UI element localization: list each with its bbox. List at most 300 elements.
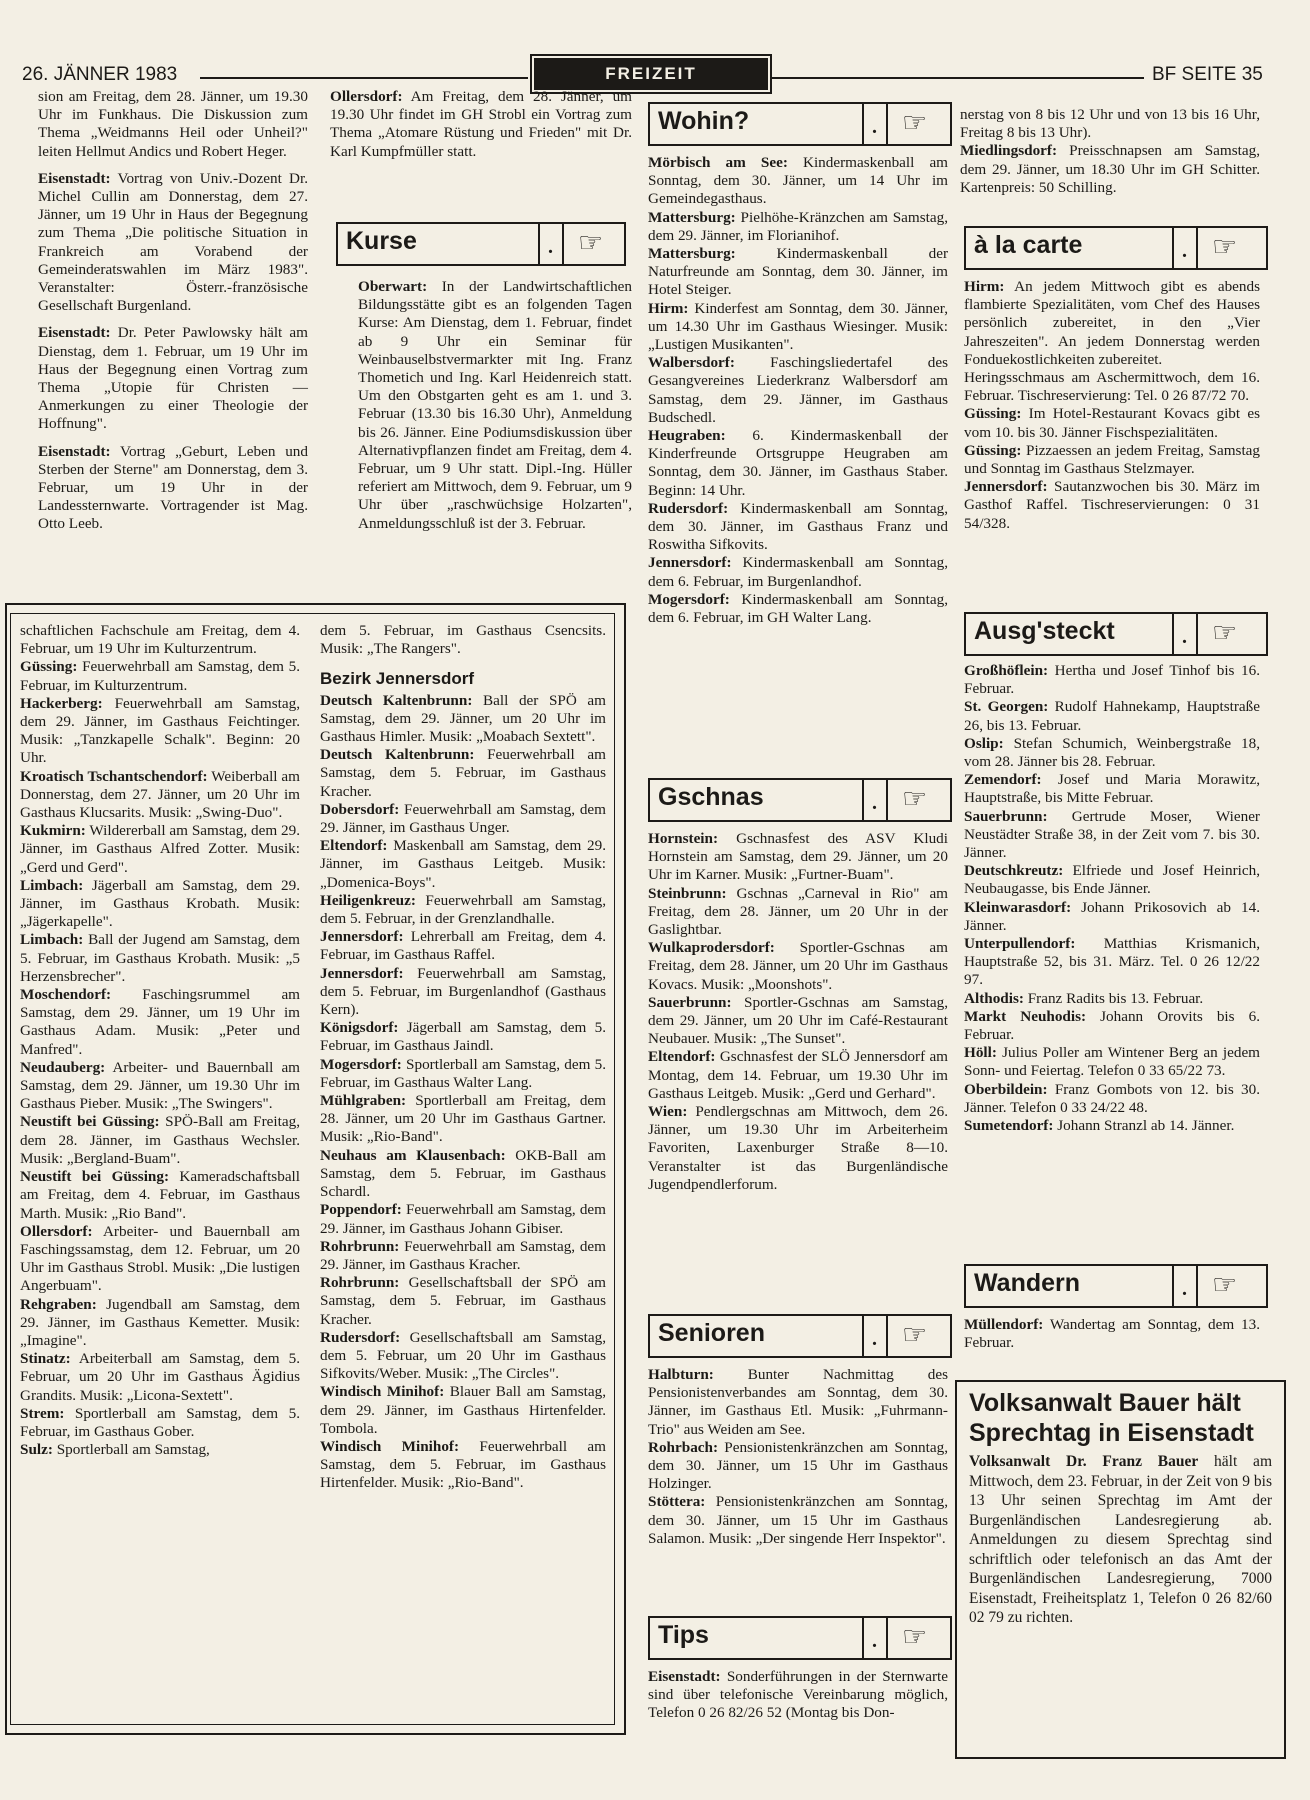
- entry-text: Feuerwehrball am Samstag, dem 29. Jänner, im Gasthaus Unger.: [320, 800, 606, 837]
- pointing-hand-icon: ☞: [1212, 230, 1238, 263]
- event-entry: [320, 1238, 606, 1274]
- entry-text: Maskenball am Samstag, dem 29. Jänner, im Gasthaus Leitgeb. Musik: „Domenica-Boys".: [320, 837, 606, 891]
- entry-text: Heringsschmaus am Aschermittwoch, dem 16. Februar. Tischreservierung: Tel. 0 26 87/72 70.: [964, 369, 1260, 405]
- event-entry: [648, 885, 948, 940]
- entry-text: Franz Radits bis 13. Februar.: [1023, 989, 1204, 1007]
- entry-text: Faschingsliedertafel des Gesangvereines Liederkranz Walbersdorf am Samstag, dem 29. Jänner, im Gasthaus Budschedl.: [648, 354, 948, 426]
- event-entry: [320, 1438, 606, 1493]
- entry-text: In der Landwirtschaftlichen Bildungsstätte gibt es an folgenden Tagen Kurse: Am Dienstag, dem 1. Februar, findet ab 9 Uhr ein Seminar für Weinbauselbstvermarkter mit Ing. Franz Thometich und Ing. Karl Heidenreich statt. Um den Obstgarten geht es am 1. und 3. Februar (13.30 bis 16.30 Uhr), Anmeldung bis 26. Jänner. Eine Podiumsdiskussion über Alternativpflanzen findet am Freitag, dem 4. Februar, um 9 Uhr statt. Dipl.-Ing. Hüller referiert am Mittwoch, dem 9. Februar, um 9 Uhr über „raschwüchsige Holzarten", Anmeldungsschluß ist der 3. Februar.: [358, 278, 632, 532]
- event-entry: [964, 369, 1260, 405]
- entry-place: Poppendorf:: [320, 1201, 402, 1219]
- entry-text: nerstag von 8 bis 12 Uhr und von 13 bis 16 Uhr, Freitag 8 bis 13 Uhr).: [960, 106, 1260, 142]
- entry-text: Kindermaskenball der Naturfreunde am Sonntag, dem 30. Jänner, im Hotel Steiger.: [648, 245, 948, 299]
- entry-text: Feuerwehrball am Samstag, dem 5. Februar, in der Grenzlandhalle.: [320, 891, 606, 928]
- event-entry: [320, 1019, 606, 1055]
- entry-text: Preisschnapsen am Samstag, dem 29. Jänner, um 18.30 Uhr im GH Schitter. Kartenpreis: 50 Schilling.: [960, 142, 1260, 196]
- divider: [1172, 1266, 1174, 1306]
- divider: [1196, 1266, 1198, 1306]
- column-2-top: [330, 88, 632, 161]
- entry-text: Sportler-Gschnas am Samstag, dem 29. Jänner, um 20 Uhr im Café-Restaurant Neubauer. Musik: „The Sunset".: [648, 993, 948, 1048]
- entry-place: Güssing:: [964, 441, 1022, 459]
- entry-text: Kindermaskenball am Sonntag, dem 30. Jänner, im Gasthaus Franz und Roswitha Sifkovits.: [648, 499, 948, 554]
- entry-place: Miedlingsdorf:: [960, 142, 1058, 160]
- frame-intro: dem 5. Februar, im Gasthaus Csencsits. Musik: „The Rangers".: [320, 622, 606, 658]
- entry-text: Matthias Krismanich, Hauptstraße 52, bis 31. März. Tel. 0 26 12/22 97.: [964, 935, 1260, 989]
- event-entry: [320, 837, 606, 892]
- entry-text: Pizzaessen an jedem Freitag, Samstag und Sonntag im Gasthaus Stelzmayer.: [964, 441, 1260, 478]
- divider: [862, 1316, 864, 1356]
- column-1-top: [38, 88, 308, 534]
- entry-place: Kleinwarasdorf:: [964, 898, 1072, 916]
- entry-text: Josef und Maria Morawitz, Hauptstraße, bis Mitte Februar.: [964, 771, 1260, 807]
- entry-text: Am Freitag, dem 28. Jänner, um 19.30 Uhr findet im GH Strobl ein Vortrag zum Thema „Atomare Rüstung und Frieden" mit Dr. Karl Kumpfmüller statt.: [330, 88, 632, 160]
- event-entry: [964, 478, 1260, 533]
- entry-place: Jennersdorf:: [320, 964, 404, 982]
- event-entry: [20, 1441, 300, 1459]
- event-entry: [20, 1223, 300, 1296]
- entry-place: Oslip:: [964, 734, 1004, 752]
- entry-place: Mogersdorf:: [320, 1055, 402, 1073]
- wohin-section-header: [648, 102, 952, 146]
- event-entry: [648, 354, 948, 427]
- pointing-hand-icon: ☞: [1212, 1268, 1238, 1301]
- entry-text: Pensionistenkränzchen am Sonntag, dem 30. Jänner, um 15 Uhr im Gasthaus Salamon. Musik: „Der singende Herr Inspektor".: [648, 1493, 948, 1547]
- issue-date: 26. JÄNNER 1983: [22, 64, 178, 85]
- event-entry: [20, 1350, 300, 1405]
- event-entry: [964, 1117, 1260, 1135]
- dot: .: [872, 116, 877, 138]
- entry-text: Franz Gombots von 12. bis 30. Jänner. Telefon 0 33 24/22 48.: [964, 1080, 1260, 1116]
- event-entry: [964, 278, 1260, 369]
- divider: [1172, 614, 1174, 654]
- event-entry: [960, 106, 1260, 142]
- entry-text: Kindermaskenball am Sonntag, dem 6. Februar, im GH Walter Lang.: [648, 590, 948, 627]
- entry-text: Johann Stranzl ab 14. Jänner.: [1053, 1117, 1235, 1135]
- event-entry: [648, 154, 948, 209]
- entry-text: Elfriede und Josef Heinrich, Neubaugasse, bis Ende Jänner.: [964, 862, 1260, 898]
- event-entry: [964, 771, 1260, 807]
- event-entry: [320, 1147, 606, 1202]
- frame-column-2: [320, 622, 606, 1493]
- event-entry: [38, 324, 308, 433]
- entry-text: An jedem Mittwoch gibt es abends flambierte Spezialitäten, vom Chef des Hauses persönlich zubereitet, in den „Vier Jahreszeiten". An jedem Donnerstag werden Fonduekostlichkeiten zubereitet.: [964, 278, 1260, 368]
- entry-text: Pendlergschnas am Mittwoch, dem 26. Jänner, um 19.30 Uhr im Arbeiterheim Favoriten, Laxenburger Straße 8—10. Veranstalter ist das Burgenländische Jugendpendlerforum.: [648, 1103, 948, 1193]
- entry-place: Deutsch Kaltenbrunn:: [320, 746, 475, 764]
- column-3-wohin: [648, 154, 948, 627]
- event-entry: [648, 1103, 948, 1194]
- dot: .: [872, 1630, 877, 1652]
- entry-place: Windisch Minihof:: [320, 1437, 460, 1455]
- entry-place: Kukmirn:: [20, 822, 86, 840]
- entry-text: Jägerball am Samstag, dem 29. Jänner, im Gasthaus Krobath. Musik: „Jägerkapelle".: [20, 876, 300, 931]
- entry-place: Rohrbrunn:: [320, 1237, 400, 1255]
- event-entry: [20, 1168, 300, 1223]
- pointing-hand-icon: ☞: [1212, 616, 1238, 649]
- section-title: Tips: [658, 1621, 709, 1649]
- dot: .: [1182, 240, 1187, 262]
- entry-text: Pielhöhe-Kränzchen am Samstag, dem 29. Jänner, im Florianihof.: [648, 208, 948, 244]
- entry-place: Jennersdorf:: [964, 478, 1048, 496]
- gschnas-section-header: [648, 778, 952, 822]
- entry-text: Jägerball am Samstag, dem 5. Februar, im Gasthaus Jaindl.: [320, 1019, 606, 1055]
- entry-place: Rudersdorf:: [648, 499, 729, 517]
- entry-text: Feuerwehrball am Samstag, dem 5. Februar, im Kulturzentrum.: [20, 658, 300, 694]
- entry-place: Sumetendorf:: [964, 1117, 1054, 1135]
- event-entry: [648, 1668, 948, 1723]
- entry-text: Dr. Peter Pawlowsky hält am Dienstag, dem 1. Februar, um 19 Uhr im Haus der Begegnung einen Vortrag zum Thema „Utopie für Christen — Anmerkungen zu einer Theologie der Hoffnung".: [38, 324, 308, 433]
- divider: [886, 104, 888, 144]
- event-entry: [320, 692, 606, 747]
- event-entry: [320, 1092, 606, 1147]
- entry-text: Johann Orovits bis 6. Februar.: [964, 1007, 1260, 1044]
- entry-text: Blauer Ball am Samstag, dem 29. Jänner, im Gasthaus Hirtenfelder. Tombola.: [320, 1383, 606, 1437]
- event-entry: [964, 1008, 1260, 1044]
- entry-text: Kameradschaftsball am Freitag, dem 4. Februar, im Gasthaus Marth. Musik: „Rio Band".: [20, 1168, 300, 1222]
- entry-text: Ball der SPÖ am Samstag, dem 29. Jänner, um 20 Uhr im Gasthaus Himler. Musik: „Moabach Sextett".: [320, 691, 606, 746]
- entry-place: Heiligenkreuz:: [320, 891, 416, 909]
- entry-place: Neudauberg:: [20, 1058, 106, 1076]
- section-title: Senioren: [658, 1319, 765, 1347]
- entry-place: Sauerbrunn:: [964, 807, 1048, 825]
- event-entry: [648, 1048, 948, 1103]
- event-entry: [20, 877, 300, 932]
- entry-text: Feuerwehrball am Samstag, dem 29. Jänner, im Gasthaus Kracher.: [320, 1237, 606, 1273]
- entry-place: Mühlgraben:: [320, 1092, 407, 1110]
- entry-place: Königsdorf:: [320, 1019, 399, 1037]
- entry-text: Gertrude Moser, Wiener Neustädter Straße 38, in der Zeit vom 7. bis 30. Jänner.: [964, 807, 1260, 862]
- event-entry: [648, 554, 948, 590]
- entry-place: Eltendorf:: [648, 1048, 716, 1066]
- event-entry: [964, 899, 1260, 935]
- entry-text: Sportlerball am Samstag, dem 5. Februar, im Gasthaus Walter Lang.: [320, 1055, 606, 1091]
- entry-text: Julius Poller am Wintener Berg an jedem Sonn- und Feiertag. Telefon 0 33 65/22 73.: [964, 1044, 1260, 1080]
- entry-place: Oberbildein:: [964, 1080, 1048, 1098]
- event-entry: [20, 695, 300, 768]
- entry-place: Deutsch Kaltenbrunn:: [320, 691, 473, 709]
- entry-place: Dobersdorf:: [320, 800, 400, 818]
- ausgsteckt-section-header: [964, 612, 1268, 656]
- dot: .: [872, 792, 877, 814]
- entry-text: Sportlerball am Freitag, dem 28. Jänner, um 20 Uhr im Gasthaus Gartner. Musik: „Rio-Band".: [320, 1092, 606, 1146]
- entry-place: Müllendorf:: [964, 1316, 1044, 1333]
- divider: [1196, 614, 1198, 654]
- entry-place: Neustift bei Güssing:: [20, 1168, 170, 1186]
- entry-text: Arbeiter- und Bauernball am Samstag, dem 29. Jänner, um 19.30 Uhr im Gasthaus Pieber. Musik: „The Swingers".: [20, 1058, 300, 1113]
- column-3-senioren: [648, 1366, 948, 1548]
- event-entry: [20, 658, 300, 694]
- divider: [1196, 228, 1198, 268]
- entry-place: Zemendorf:: [964, 771, 1042, 789]
- dot: .: [1182, 626, 1187, 648]
- event-entry: [964, 1316, 1260, 1352]
- event-entry: [648, 500, 948, 555]
- entry-text: Arbeiterball am Samstag, dem 5. Februar, um 20 Uhr im Gasthaus Ägidius Grandits. Musik: „Licona-Sextett".: [20, 1350, 300, 1404]
- event-entry: [20, 1059, 300, 1114]
- entry-place: Oberwart:: [358, 278, 428, 295]
- entry-text: Lehrerball am Freitag, dem 4. Februar, im Gasthaus Raffel.: [320, 928, 606, 964]
- volksanwalt-headline: Volksanwalt Bauer hält Sprechtag in Eisenstadt: [969, 1389, 1254, 1447]
- entry-place: St. Georgen:: [964, 698, 1049, 716]
- event-entry: [648, 591, 948, 627]
- entry-text: Feuerwehrball am Samstag, dem 29. Jänner, im Gasthaus Feichtinger. Musik: „Tanzkapelle Schalk". Beginn: 20 Uhr.: [20, 694, 300, 767]
- column-4-top: [960, 106, 1260, 197]
- entry-place: Jennersdorf:: [320, 928, 404, 946]
- divider: [538, 224, 540, 264]
- entry-text: Kinderfest am Sonntag, dem 30. Jänner, um 14.30 Uhr im Gasthaus Wiesinger. Musik: „Lustigen Musikanten".: [648, 299, 948, 354]
- event-entry: [320, 1329, 606, 1384]
- event-entry: [648, 939, 948, 994]
- entry-place: Althodis:: [964, 989, 1024, 1007]
- entry-text: Kindermaskenball am Sonntag, dem 6. Februar, im Burgenlandhof.: [648, 554, 948, 590]
- entry-place: Hirm:: [648, 299, 689, 317]
- entry-place: Strem:: [20, 1404, 65, 1422]
- header-rule-right: [772, 77, 1144, 79]
- entry-text: Wildererball am Samstag, dem 29. Jänner, im Gasthaus Alfred Zotter. Musik: „Gerd und Gerd".: [20, 822, 300, 876]
- event-entry: [648, 994, 948, 1049]
- divider: [862, 1618, 864, 1658]
- entry-place: Markt Neuhodis:: [964, 1007, 1087, 1025]
- entry-text: Im Hotel-Restaurant Kovacs gibt es vom 10. bis 30. Jänner Fischspezialitäten.: [964, 405, 1260, 441]
- entry-place: Güssing:: [20, 658, 78, 676]
- wandern-section-header: [964, 1264, 1268, 1308]
- entry-place: Mattersburg:: [648, 245, 736, 263]
- event-entry: [964, 862, 1260, 898]
- divider: [862, 780, 864, 820]
- section-title: Gschnas: [658, 783, 764, 811]
- volksanwalt-box: [955, 1380, 1286, 1759]
- senioren-section-header: [648, 1314, 952, 1358]
- entry-place: Ollersdorf:: [20, 1222, 93, 1240]
- entry-place: Jennersdorf:: [648, 554, 732, 572]
- dot: .: [872, 1328, 877, 1350]
- event-entry: [648, 245, 948, 300]
- section-title: Wandern: [974, 1269, 1081, 1297]
- entry-text: Hertha und Josef Tinhof bis 16. Februar.: [964, 662, 1260, 698]
- entry-place: Wien:: [648, 1103, 688, 1121]
- entry-text: Gschnasfest der SLÖ Jennersdorf am Montag, dem 14. Februar, um 19.30 Uhr im Gasthaus Leitgeb. Musik: „Gerd und Gerhard".: [648, 1048, 948, 1102]
- event-entry: [648, 1439, 948, 1494]
- entry-text: Vortrag von Univ.-Dozent Dr. Michel Cullin am Donnerstag, dem 27. Jänner, um 19 Uhr in Haus der Begegnung zum Thema „Die politische Situation in Frankreich am Vorabend der Gemeinderatswahlen im März 1983". Veranstalter: Österr.-französische Gesellschaft Burgenland.: [38, 169, 308, 315]
- entry-place: Rehgraben:: [20, 1295, 97, 1313]
- event-entry: [20, 931, 300, 986]
- entry-text: Feuerwehrball am Samstag, dem 5. Februar, im Burgenlandhof (Gasthaus Kern).: [320, 964, 606, 1019]
- entry-text: Faschingsrummel am Samstag, dem 29. Jänner, um 19 Uhr im Gasthaus Adam. Musik: „Peter und Manfred".: [20, 986, 300, 1058]
- event-entry: [20, 1405, 300, 1441]
- section-label: FREIZEIT: [534, 58, 768, 90]
- entry-text: Arbeiter- und Bauernball am Faschingssamstag, dem 12. Februar, um 20 Uhr im Gasthaus Strobl. Musik: „Die lustigen Angerbuam".: [20, 1222, 300, 1295]
- entry-place: Rudersdorf:: [320, 1328, 401, 1346]
- pointing-hand-icon: ☞: [902, 782, 928, 815]
- dot: .: [1182, 1278, 1187, 1300]
- volksanwalt-body: [957, 1448, 1284, 1628]
- entry-place: Stöttera:: [648, 1493, 706, 1511]
- event-entry: [320, 1201, 606, 1237]
- section-title: Kurse: [346, 227, 417, 255]
- event-entry: [320, 1383, 606, 1438]
- section-title: à la carte: [974, 231, 1083, 259]
- divider: [1172, 228, 1174, 268]
- entry-place: Stinatz:: [20, 1350, 71, 1368]
- entry-text: Johann Prikosovich ab 14. Jänner.: [964, 898, 1260, 934]
- event-entry: [964, 662, 1260, 698]
- entry-place: Eisenstadt:: [38, 169, 111, 187]
- event-entry: [648, 1366, 948, 1439]
- entry-place: Großhöflein:: [964, 662, 1049, 679]
- entry-text: 6. Kindermaskenball der Kinderfreunde Ortsgruppe Heugraben am Sonntag, dem 30. Jänner, im Gasthaus Staber. Beginn: 14 Uhr.: [648, 427, 948, 499]
- divider: [886, 1618, 888, 1658]
- entry-text: Feuerwehrball am Samstag, dem 5. Februar, im Gasthaus Hirtenfelder. Musik: „Rio-Band".: [320, 1437, 606, 1492]
- entry-place: Ollersdorf:: [330, 88, 403, 105]
- event-entry: [964, 405, 1260, 441]
- event-entry: [964, 990, 1260, 1008]
- tips-section-header: [648, 1616, 952, 1660]
- pointing-hand-icon: ☞: [902, 1318, 928, 1351]
- event-entry: [964, 1081, 1260, 1117]
- event-entry: [964, 935, 1260, 990]
- event-entry: [20, 986, 300, 1059]
- divider: [886, 1316, 888, 1356]
- entry-text: sion am Freitag, dem 28. Jänner, um 19.30 Uhr im Funkhaus. Die Diskussion zum Thema „Weidmanns Heil oder Unheil?" leiten Hellmut Andics und Robert Heger.: [38, 88, 308, 160]
- event-entry: [320, 892, 606, 928]
- entry-place: Limbach:: [20, 876, 84, 894]
- divider: [862, 104, 864, 144]
- entry-place: Rohrbrunn:: [320, 1274, 400, 1292]
- pointing-hand-icon: ☞: [578, 226, 604, 259]
- column-3-gschnas: [648, 830, 948, 1194]
- event-entry: [648, 830, 948, 885]
- event-entry: [358, 278, 632, 533]
- column-4-wandern: [964, 1316, 1260, 1352]
- entry-place: Güssing:: [964, 405, 1022, 423]
- event-entry: [38, 443, 308, 534]
- event-entry: [964, 735, 1260, 771]
- entry-place: Eisenstadt:: [38, 324, 111, 342]
- entry-text: Sportlerball am Samstag, dem 5. Februar, im Gasthaus Gober.: [20, 1404, 300, 1440]
- entry-place: Sauerbrunn:: [648, 993, 732, 1011]
- pointing-hand-icon: ☞: [902, 106, 928, 139]
- entry-text: Sportler-Gschnas am Freitag, dem 28. Jänner, um 20 Uhr im Gasthaus Kovacs. Musik: „Moonshots".: [648, 939, 948, 993]
- entry-place: Rohrbach:: [648, 1438, 719, 1456]
- event-entry: [20, 768, 300, 823]
- event-entry: [320, 965, 606, 1020]
- column-3-tips: [648, 1668, 948, 1723]
- entry-text: Sonderführungen in der Sternwarte sind über telefonische Vereinbarung möglich, Telefon 0 26 82/26 52 (Montag bis Don-: [648, 1668, 948, 1722]
- event-entry: [20, 822, 300, 877]
- entry-text: Gschnas „Carneval in Rio" am Freitag, dem 28. Jänner, um 20 Uhr in der Gaslightbar.: [648, 884, 948, 939]
- entry-text: Sautanzwochen bis 30. März im Gasthof Raffel. Tischreservierungen: 0 31 54/328.: [964, 478, 1260, 532]
- entry-place: Steinbrunn:: [648, 884, 727, 902]
- section-title: Wohin?: [658, 107, 750, 135]
- entry-text: Stefan Schumich, Weinbergstraße 18, vom 28. Jänner bis 28. Februar.: [964, 734, 1260, 771]
- entry-place: Walbersdorf:: [648, 354, 735, 372]
- entry-place: Limbach:: [20, 931, 84, 949]
- event-entry: [964, 698, 1260, 734]
- entry-text: schaftlichen Fachschule am Freitag, dem 4. Februar, um 19 Uhr im Kulturzentrum.: [20, 622, 300, 658]
- event-entry: [20, 1296, 300, 1351]
- entry-place: Unterpullendorf:: [964, 935, 1076, 953]
- entry-place: Halbturn:: [648, 1366, 714, 1383]
- event-entry: [20, 1113, 300, 1168]
- entry-text: Kindermaskenball am Sonntag, dem 30. Jänner, um 14 Uhr im Gemeindegasthaus.: [648, 154, 948, 208]
- entry-text: Rudolf Hahnekamp, Hauptstraße 26, bis 13. Februar.: [964, 698, 1261, 734]
- entry-text: Sportlerball am Samstag,: [52, 1441, 210, 1459]
- event-entry: [320, 801, 606, 837]
- event-entry: [38, 88, 308, 161]
- entry-place: Höll:: [964, 1044, 997, 1062]
- alacarte-section-header: [964, 226, 1268, 270]
- entry-place: Neuhaus am Klausenbach:: [320, 1146, 506, 1164]
- event-entry: [320, 1056, 606, 1092]
- entry-text: Pensionistenkränzchen am Sonntag, dem 30. Jänner, um 15 Uhr im Gasthaus Holzinger.: [648, 1438, 948, 1493]
- entry-text: Feuerwehrball am Samstag, dem 29. Jänner, im Gasthaus Johann Gibiser.: [320, 1201, 606, 1237]
- entry-place: Mogersdorf:: [648, 590, 730, 608]
- event-entry: [648, 1493, 948, 1548]
- event-entry: [964, 1044, 1260, 1080]
- entry-place: Hirm:: [964, 278, 1005, 295]
- page-number: BF SEITE 35: [1152, 64, 1263, 85]
- volksanwalt-lead: Volksanwalt Dr. Franz Bauer: [969, 1453, 1199, 1470]
- entry-place: Kroatisch Tschantschendorf:: [20, 767, 208, 785]
- column-4-ausgsteckt: [964, 662, 1260, 1135]
- event-entry: [648, 427, 948, 500]
- entry-place: Windisch Minihof:: [320, 1383, 445, 1401]
- entry-text: Weiberball am Donnerstag, dem 27. Jänner, um 20 Uhr im Gasthaus Klucsarits. Musik: „Swing-Duo".: [20, 767, 300, 822]
- entry-place: Moschendorf:: [20, 986, 112, 1004]
- event-entry: [330, 88, 632, 161]
- frame-column-1: [20, 622, 300, 1459]
- entry-text: Gesellschaftsball der SPÖ am Samstag, dem 5. Februar, im Gasthaus Kracher.: [320, 1274, 606, 1328]
- entry-text: Wandertag am Sonntag, dem 13. Februar.: [964, 1316, 1260, 1352]
- entry-text: SPÖ-Ball am Freitag, dem 28. Jänner, im Gasthaus Wechsler. Musik: „Bergland-Buam".: [20, 1113, 300, 1167]
- divider: [562, 224, 564, 264]
- entry-text: OKB-Ball am Samstag, dem 5. Februar, im Gasthaus Schardl.: [320, 1146, 606, 1201]
- header-rule-left: [200, 77, 528, 79]
- section-title: Ausg'steckt: [974, 617, 1115, 645]
- event-entry: [964, 808, 1260, 863]
- entry-place: Eisenstadt:: [38, 442, 111, 460]
- event-entry: [38, 170, 308, 316]
- event-entry: [320, 1274, 606, 1329]
- volksanwalt-text: hält am Mittwoch, dem 23. Februar, in der Zeit von 9 bis 13 Uhr seinen Sprechtag im Amt der Burgenländischen Landesregierung ab. Anmeldungen zu diesem Sprechtag sind schriftlich oder telefonisch an das Amt der Burgenländischen Landesregierung, 7000 Eisenstadt, Freiheitsplatz 1, Telefon 0 26 82/60 02 79 zu richten.: [969, 1453, 1272, 1626]
- entry-place: Hackerberg:: [20, 694, 103, 712]
- entry-place: Wulkaprodersdorf:: [648, 939, 775, 957]
- entry-text: Vortrag „Geburt, Leben und Sterben der Sterne" am Donnerstag, dem 3. Februar, um 19 Uhr in der Landessternwarte. Vortragender ist Mag. Otto Leeb.: [38, 442, 308, 533]
- kurse-section-header: [336, 222, 626, 266]
- event-entry: [648, 209, 948, 245]
- event-entry: [964, 442, 1260, 478]
- event-entry: [320, 928, 606, 964]
- entry-place: Hornstein:: [648, 830, 719, 847]
- event-entry: [960, 142, 1260, 197]
- entry-place: Eisenstadt:: [648, 1668, 721, 1685]
- entry-text: Gschnasfest des ASV Kludi Hornstein am Samstag, dem 29. Jänner, um 20 Uhr im Karner. Musik: „Furtner-Buam".: [648, 830, 948, 884]
- bezirk-heading: Bezirk Jennersdorf: [320, 669, 474, 689]
- column-2-kurse: [358, 278, 632, 533]
- entry-text: Gesellschaftsball am Samstag, dem 5. Februar, um 20 Uhr im Gasthaus Sifkovits/Weber. Musik: „The Circles".: [320, 1328, 606, 1383]
- entry-place: Eltendorf:: [320, 837, 388, 855]
- entry-place: Deutschkreutz:: [964, 862, 1064, 880]
- pointing-hand-icon: ☞: [902, 1620, 928, 1653]
- entry-place: Sulz:: [20, 1441, 53, 1459]
- dot: .: [548, 236, 553, 258]
- entry-place: Mörbisch am See:: [648, 154, 788, 171]
- entry-text: Ball der Jugend am Samstag, dem 5. Februar, im Gasthaus Krobath. Musik: „5 Herzensbrecher".: [20, 931, 300, 985]
- entry-place: Mattersburg:: [648, 208, 736, 226]
- entry-place: Heugraben:: [648, 427, 726, 445]
- entry-text: Jugendball am Samstag, dem 29. Jänner, im Gasthaus Kemetter. Musik: „Imagine".: [20, 1295, 300, 1349]
- entry-place: Neustift bei Güssing:: [20, 1113, 160, 1131]
- entry-text: Bunter Nachmittag des Pensionistenverbandes am Sonntag, dem 30. Jänner, im Gasthaus Etl. Musik: „Fuhrmann-Trio" aus Weiden am See.: [648, 1366, 948, 1438]
